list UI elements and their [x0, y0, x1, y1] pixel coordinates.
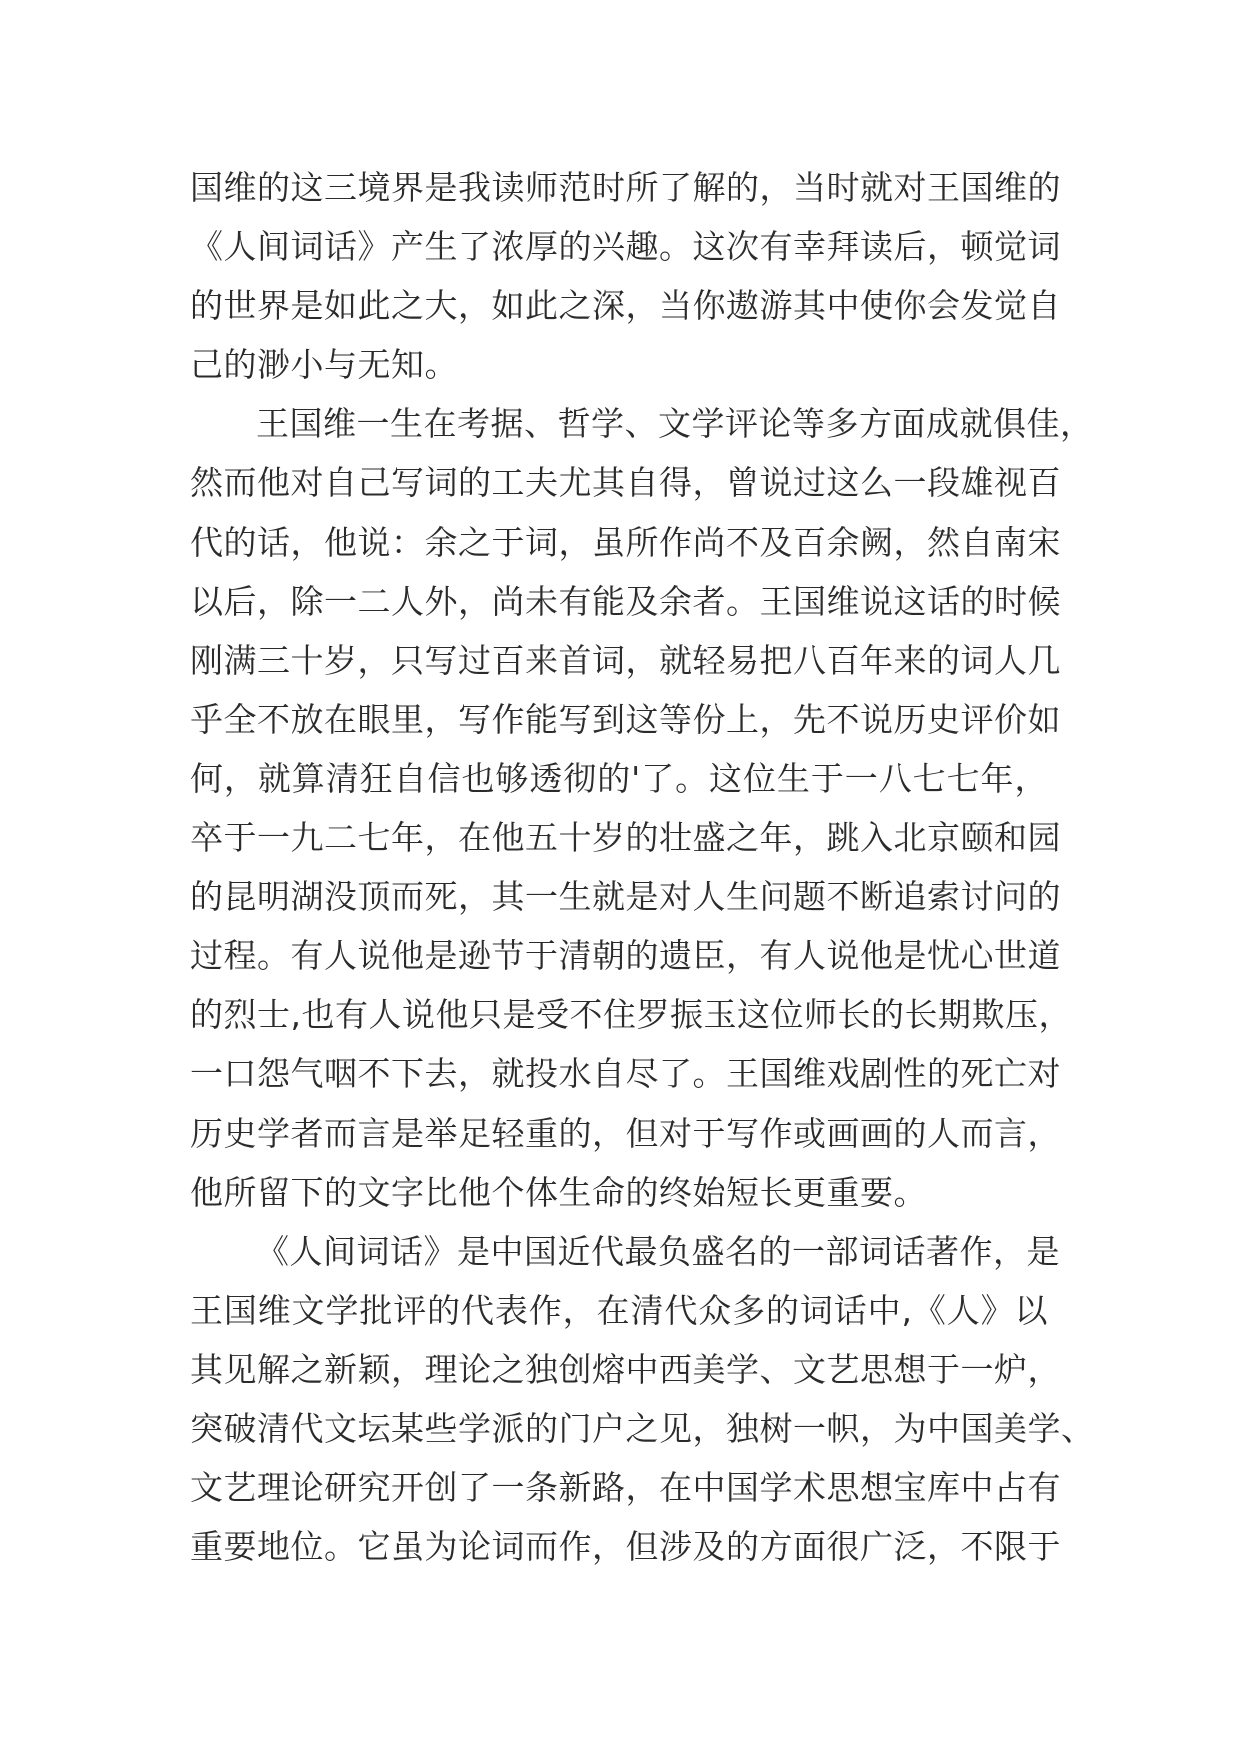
text-line: 的昆明湖没顶而死，其一生就是对人生问题不断追索讨问的 [190, 877, 1061, 917]
text-line: 何，就算清狂自信也够透彻的'了。这位生于一八七七年， [190, 758, 1048, 798]
body-text [190, 158, 1095, 1576]
text-line: 然而他对自己写词的工夫尤其自得，曾说过这么一段雄视百 [190, 463, 1061, 503]
text-line: 刚满三十岁，只写过百来首词，就轻易把八百年来的词人几 [190, 640, 1061, 680]
text-line: 的烈士,也有人说他只是受不住罗振玉这位师长的长期欺压， [190, 995, 1072, 1035]
text-line: 己的渺小与无知。 [190, 345, 458, 385]
paragraph-start-line: 《人间词话》是中国近代最负盛名的一部词话著作，是 [256, 1231, 1060, 1271]
text-line: 王国维文学批评的代表作，在清代众多的词话中,《人》以 [190, 1290, 1048, 1330]
text-line: 其见解之新颖，理论之独创熔中西美学、文艺思想于一炉， [190, 1349, 1061, 1389]
paragraph-start-line: 王国维一生在考据、哲学、文学评论等多方面成就俱佳， [256, 404, 1094, 444]
text-line: 的世界是如此之大，如此之深，当你遨游其中使你会发觉自 [190, 286, 1061, 326]
text-line: 国维的这三境界是我读师范时所了解的，当时就对王国维的 [190, 168, 1061, 207]
text-line: 过程。有人说他是逊节于清朝的遗臣，有人说他是忧心世道 [190, 936, 1061, 976]
text-line: 代的话，他说：余之于词，虽所作尚不及百余阙，然自南宋 [190, 522, 1061, 562]
text-line: 乎全不放在眼里，写作能写到这等份上，先不说历史评价如 [190, 699, 1061, 739]
text-line: 《人间词话》产生了浓厚的兴趣。这次有幸拜读后，顿觉词 [190, 227, 1061, 267]
text-line: 以后，除一二人外，尚未有能及余者。王国维说这话的时候 [190, 581, 1061, 621]
text-line: 突破清代文坛某些学派的门户之见，独树一帜，为中国美学、 [190, 1408, 1095, 1448]
text-line: 一口怨气咽不下去，就投水自尽了。王国维戏剧性的死亡对 [190, 1054, 1061, 1094]
text-line: 卒于一九二七年，在他五十岁的壮盛之年，跳入北京颐和园 [190, 818, 1061, 858]
text-line: 重要地位。它虽为论词而作，但涉及的方面很广泛，不限于 [190, 1527, 1061, 1567]
text-line: 历史学者而言是举足轻重的，但对于写作或画画的人而言， [190, 1113, 1061, 1153]
text-line: 他所留下的文字比他个体生命的终始短长更重要。 [190, 1172, 927, 1212]
text-line: 文艺理论研究开创了一条新路，在中国学术思想宝库中占有 [190, 1468, 1061, 1508]
